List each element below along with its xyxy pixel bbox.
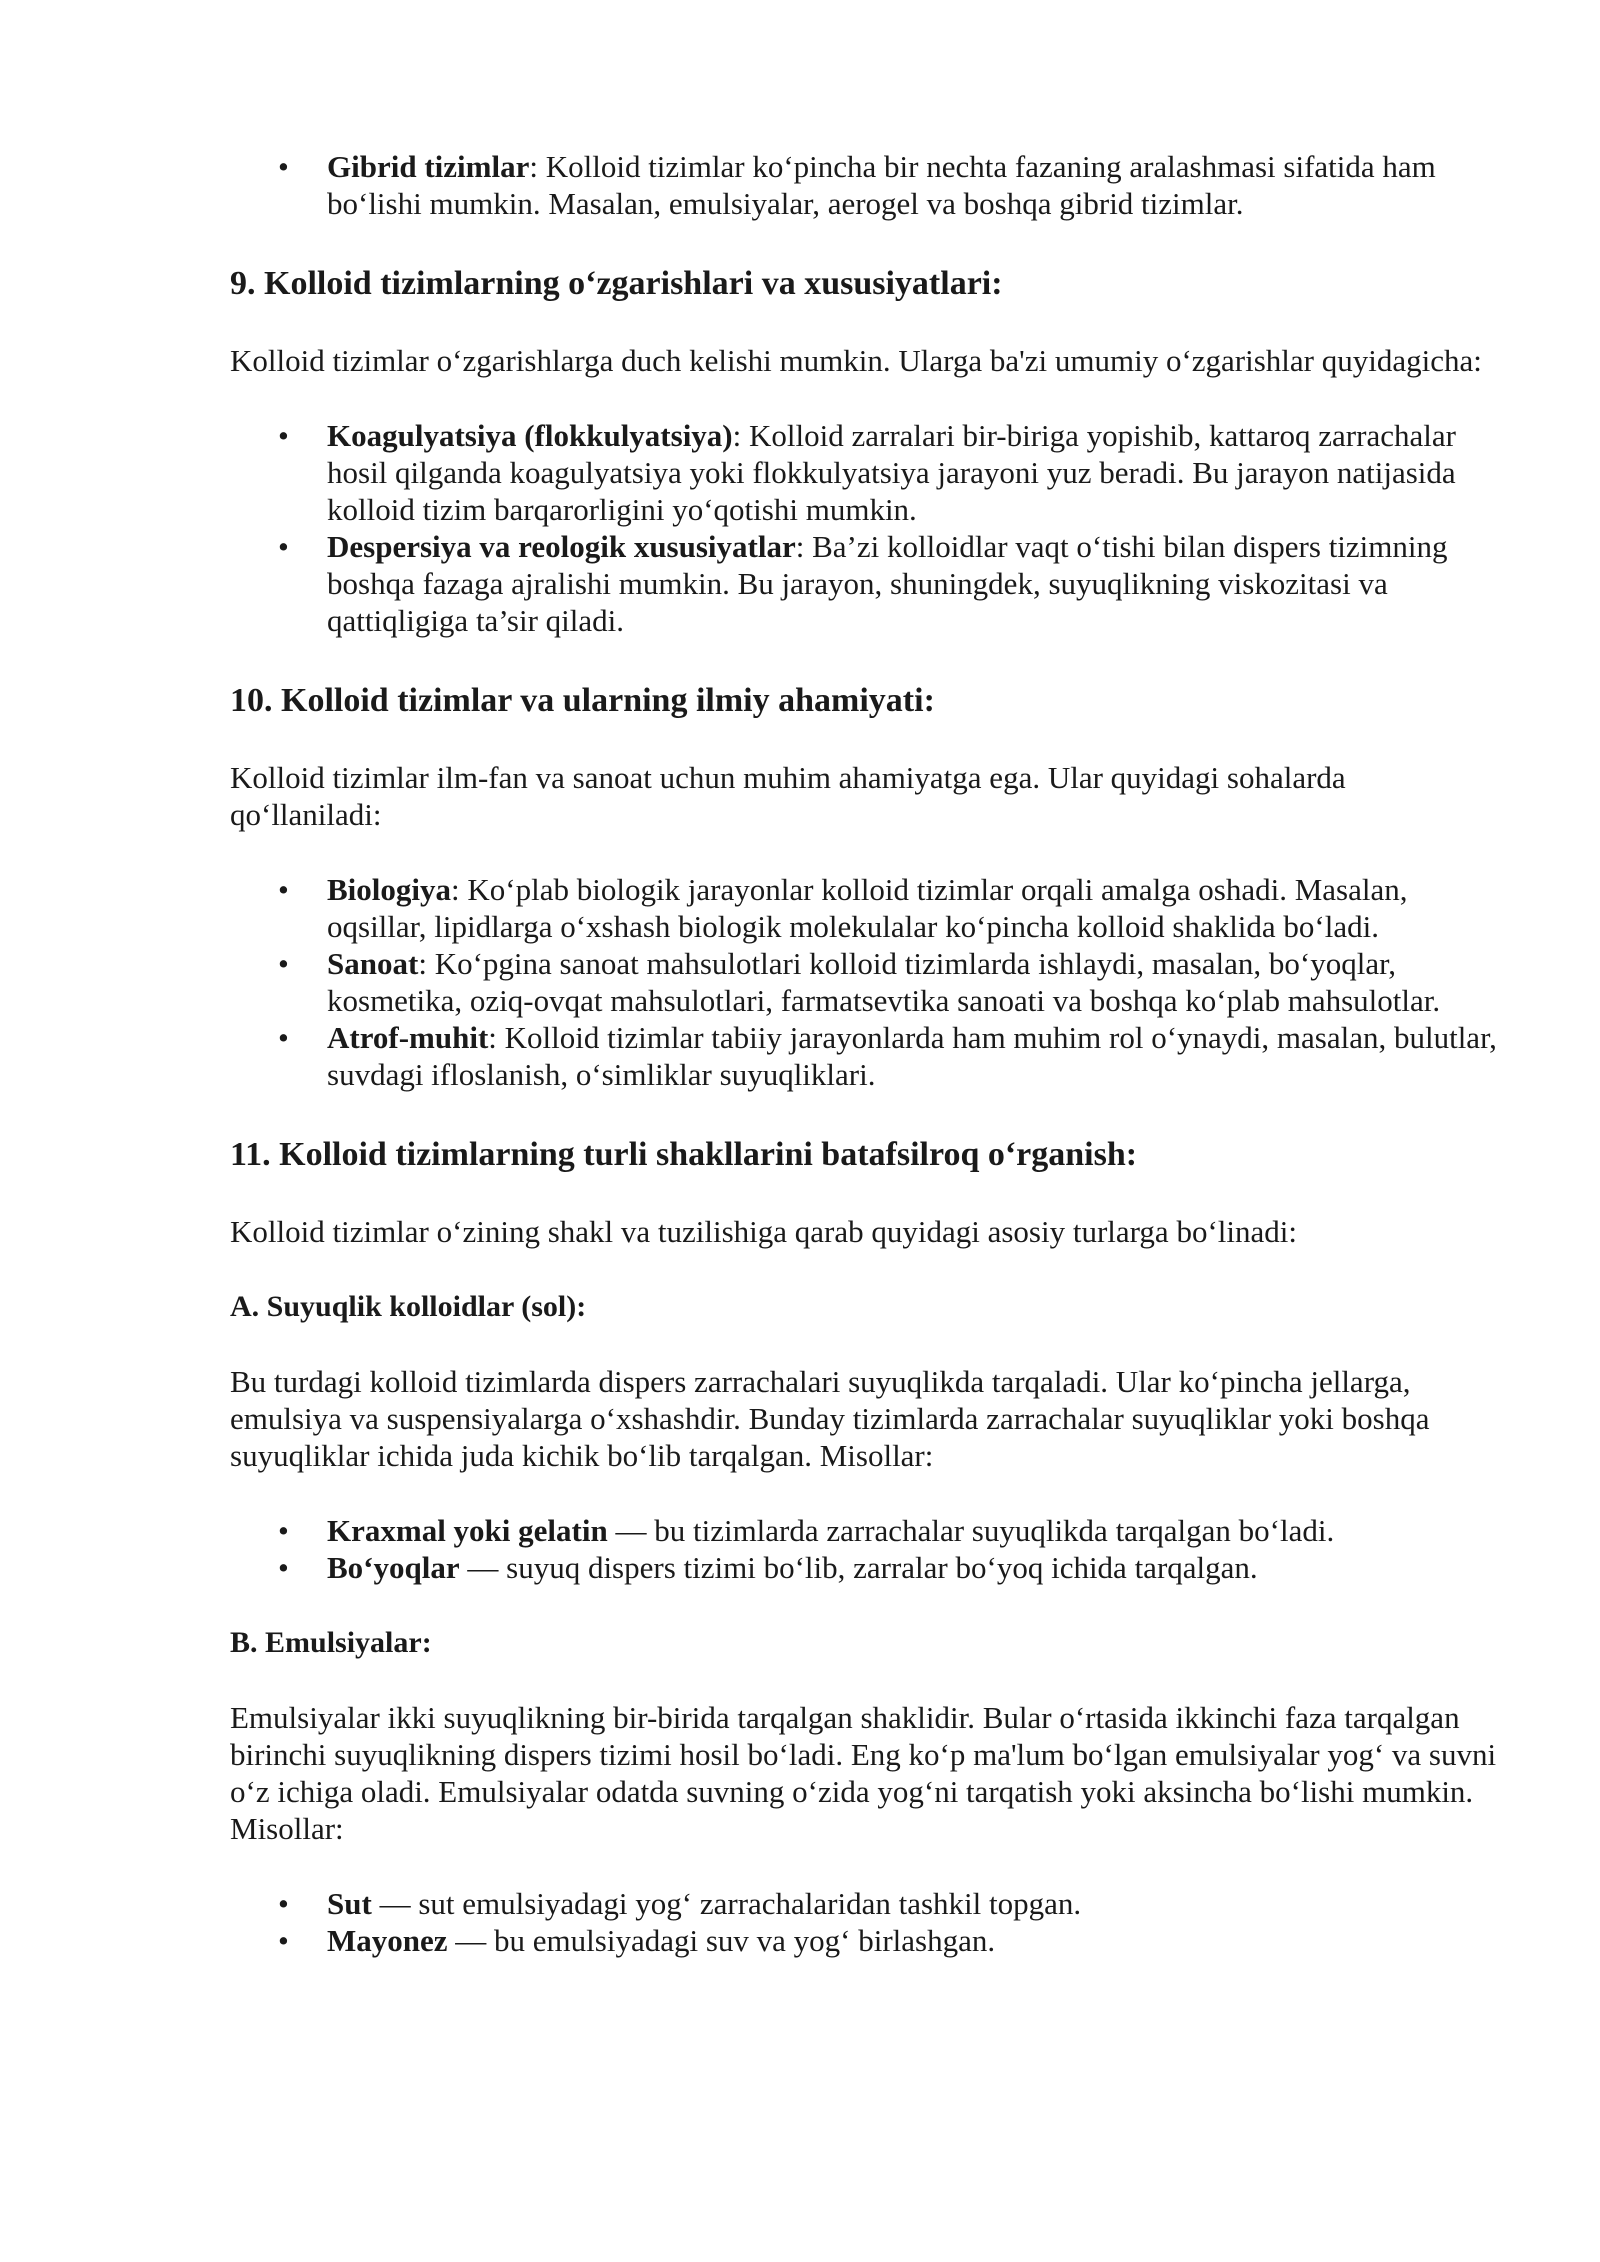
- list-item-term: Bo‘yoqlar: [327, 1550, 460, 1585]
- paragraph: Kolloid tizimlar ilm-fan va sanoat uchun muhim ahamiyatga ega. Ular quyidagi sohalarda qo‘llaniladi:: [230, 760, 1346, 832]
- bullet-list: [230, 1512, 1500, 1586]
- bullet-list: [230, 148, 1500, 222]
- list-item-text: Ba’zi kolloidlar vaqt o‘tishi bilan dispers tizimning boshqa fazaga ajralishi mumkin. Bu jarayon, shuningdek, suyuqlikning viskozitasi va qattiqligiga ta’sir qiladi.: [327, 529, 1448, 638]
- list-item: • Mayonez — bu emulsiyadagi suv va yog‘ birlashgan.: [278, 1923, 996, 1958]
- list-item: • Koagulyatsiya (flokkulyatsiya): Kolloid zarralari bir-biriga yopishib, kattaroq zarrachalar hosil qilganda koagulyatsiya yoki flokkulyatsiya jarayoni yuz beradi. Bu jarayon natijasida kolloid tizim barqarorligini yo‘qotishi mumkin.: [278, 418, 1456, 527]
- bullet-icon: •: [278, 946, 289, 981]
- bullet-icon: •: [278, 1550, 289, 1585]
- list-item-text: Ko‘pgina sanoat mahsulotlari kolloid tizimlarda ishlaydi, masalan, bo‘yoqlar, kosmetika, oziq-ovqat mahsulotlari, farmatsevtika sanoati va boshqa ko‘plab mahsulotlar.: [327, 946, 1441, 1018]
- bullet-icon: •: [278, 529, 289, 564]
- list-item-term: Koagulyatsiya (flokkulyatsiya): [327, 418, 733, 453]
- list-item: • Biologiya: Ko‘plab biologik jarayonlar kolloid tizimlar orqali amalga oshadi. Masalan, oqsillar, lipidlarga o‘xshash biologik molekulalar ko‘pincha kolloid shaklida bo‘ladi.: [278, 872, 1408, 944]
- page-content: [230, 148, 1500, 1959]
- subsection-heading-b: B. Emulsiyalar:: [230, 1626, 432, 1659]
- list-item-text: Ko‘plab biologik jarayonlar kolloid tizimlar orqali amalga oshadi. Masalan, oqsillar, lipidlarga o‘xshash biologik molekulalar ko‘pincha kolloid shaklida bo‘ladi.: [327, 872, 1408, 944]
- list-item: • Despersiya va reologik xususiyatlar: Ba’zi kolloidlar vaqt o‘tishi bilan dispers tizimning boshqa fazaga ajralishi mumkin. Bu jarayon, shuningdek, suyuqlikning viskozitasi va qattiqligiga ta’sir qiladi.: [278, 529, 1448, 638]
- bullet-list: [230, 1885, 1500, 1959]
- list-item: • Gibrid tizimlar: Kolloid tizimlar ko‘pincha bir nechta fazaning aralashmasi sifatida ham bo‘lishi mumkin. Masalan, emulsiyalar, aerogel va boshqa gibrid tizimlar.: [278, 149, 1436, 221]
- subsection-heading-a: A. Suyuqlik kolloidlar (sol):: [230, 1290, 587, 1323]
- bullet-icon: •: [278, 149, 289, 184]
- bullet-list: [230, 417, 1500, 639]
- list-item-term: Sanoat: [327, 946, 419, 981]
- paragraph: Kolloid tizimlar o‘zgarishlarga duch kelishi mumkin. Ularga ba'zi umumiy o‘zgarishlar quyidagicha:: [230, 343, 1482, 378]
- list-item: • Kraxmal yoki gelatin — bu tizimlarda zarrachalar suyuqlikda tarqalgan bo‘ladi.: [278, 1513, 1335, 1548]
- bullet-icon: •: [278, 1020, 289, 1055]
- list-item-term: Mayonez: [327, 1923, 448, 1958]
- bullet-icon: •: [278, 1513, 289, 1548]
- list-item-text: Kolloid zarralari bir-biriga yopishib, kattaroq zarrachalar hosil qilganda koagulyatsiya yoki flokkulyatsiya jarayoni yuz beradi. Bu jarayon natijasida kolloid tizim barqarorligini yo‘qotishi mumkin.: [327, 418, 1456, 527]
- list-item-text: bu emulsiyadagi suv va yog‘ birlashgan.: [494, 1923, 996, 1958]
- list-item-term: Despersiya va reologik xususiyatlar: [327, 529, 796, 564]
- list-item-term: Gibrid tizimlar: [327, 149, 530, 184]
- list-item: • Atrof-muhit: Kolloid tizimlar tabiiy jarayonlarda ham muhim rol o‘ynaydi, masalan, bulutlar, suvdagi ifloslanish, o‘simliklar suyuqliklari.: [278, 1020, 1497, 1092]
- section-heading-11: 11. Kolloid tizimlarning turli shakllarini batafsilroq o‘rganish:: [230, 1136, 1138, 1173]
- bullet-icon: •: [278, 418, 289, 453]
- section-heading-10: 10. Kolloid tizimlar va ularning ilmiy ahamiyati:: [230, 682, 935, 719]
- list-item: • Sut — sut emulsiyadagi yog‘ zarrachalaridan tashkil topgan.: [278, 1886, 1082, 1921]
- bullet-icon: •: [278, 1886, 289, 1921]
- list-item-term: Kraxmal yoki gelatin: [327, 1513, 608, 1548]
- list-item-text: sut emulsiyadagi yog‘ zarrachalaridan tashkil topgan.: [418, 1886, 1082, 1921]
- list-item-text: Kolloid tizimlar ko‘pincha bir nechta fazaning aralashmasi sifatida ham bo‘lishi mumkin. Masalan, emulsiyalar, aerogel va boshqa gibrid tizimlar.: [327, 149, 1436, 221]
- list-item-term: Atrof-muhit: [327, 1020, 489, 1055]
- bullet-list: [230, 871, 1500, 1093]
- list-item: • Sanoat: Ko‘pgina sanoat mahsulotlari kolloid tizimlarda ishlaydi, masalan, bo‘yoqlar, kosmetika, oziq-ovqat mahsulotlari, farmatsevtika sanoati va boshqa ko‘plab mahsulotlar.: [278, 946, 1441, 1018]
- paragraph: Kolloid tizimlar o‘zining shakl va tuzilishiga qarab quyidagi asosiy turlarga bo‘linadi:: [230, 1214, 1297, 1249]
- list-item-text: bu tizimlarda zarrachalar suyuqlikda tarqalgan bo‘ladi.: [654, 1513, 1335, 1548]
- section-heading-9: 9. Kolloid tizimlarning o‘zgarishlari va xususiyatlari:: [230, 265, 1003, 302]
- list-item-term: Sut: [327, 1886, 372, 1921]
- list-item: • Bo‘yoqlar — suyuq dispers tizimi bo‘lib, zarralar bo‘yoq ichida tarqalgan.: [278, 1550, 1258, 1585]
- list-item-term: Biologiya: [327, 872, 452, 907]
- paragraph: Emulsiyalar ikki suyuqlikning bir-birida tarqalgan shaklidir. Bular o‘rtasida ikkinchi faza tarqalgan birinchi suyuqlikning dispers tizimi hosil bo‘ladi. Eng ko‘p ma'lum bo‘lgan emulsiyalar yog‘ va suvni o‘z ichiga oladi. Emulsiyalar odatda suvning o‘zida yog‘ni tarqatish yoki aksincha bo‘lishi mumkin. Misollar:: [230, 1700, 1497, 1846]
- paragraph: Bu turdagi kolloid tizimlarda dispers zarrachalari suyuqlikda tarqaladi. Ular ko‘pincha jellarga, emulsiya va suspensiyalarga o‘xshashdir. Bunday tizimlarda zarrachalar suyuqliklar yoki boshqa suyuqliklar ichida juda kichik bo‘lib tarqalgan. Misollar:: [230, 1364, 1430, 1473]
- list-item-text: Kolloid tizimlar tabiiy jarayonlarda ham muhim rol o‘ynaydi, masalan, bulutlar, suvdagi ifloslanish, o‘simliklar suyuqliklari.: [327, 1020, 1497, 1092]
- bullet-icon: •: [278, 1923, 289, 1958]
- bullet-icon: •: [278, 872, 289, 907]
- list-item-text: suyuq dispers tizimi bo‘lib, zarralar bo‘yoq ichida tarqalgan.: [506, 1550, 1258, 1585]
